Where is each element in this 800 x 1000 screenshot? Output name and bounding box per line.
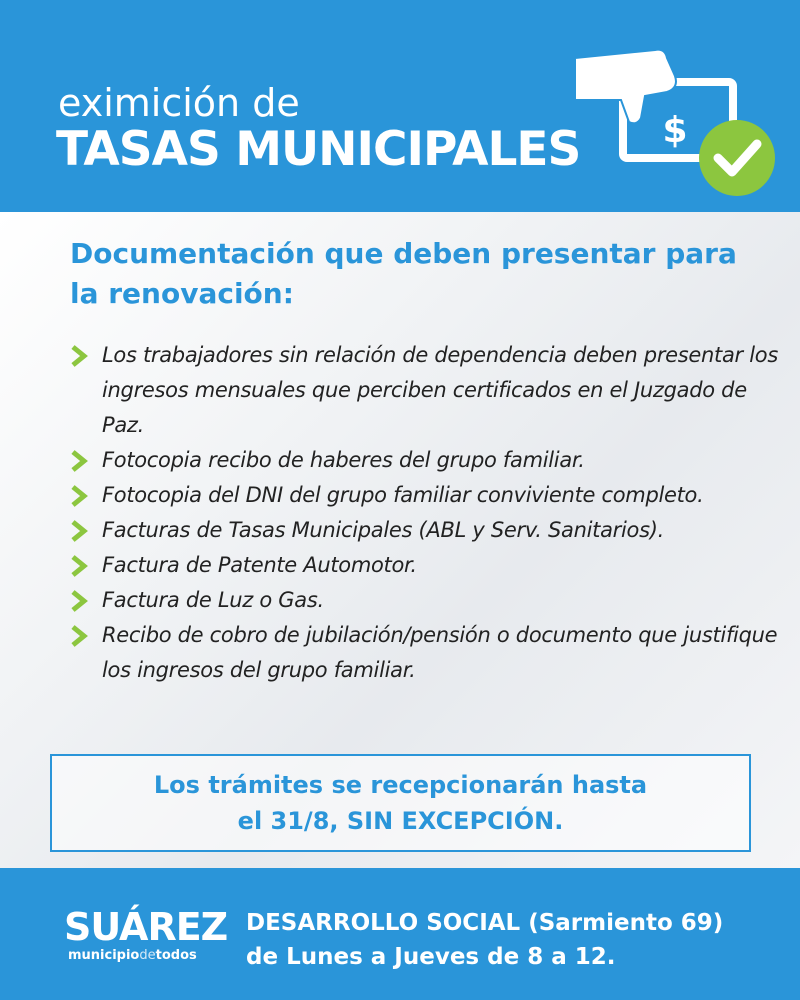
logo-tagline-b: de bbox=[139, 948, 156, 963]
list-item bbox=[70, 513, 790, 548]
logo-tagline bbox=[68, 948, 197, 964]
title-big: TASAS MUNICIPALES bbox=[56, 122, 581, 177]
list-item bbox=[70, 338, 790, 443]
logo-tagline-a: municipio bbox=[68, 948, 140, 963]
logo-tagline-c: todos bbox=[155, 948, 197, 963]
notice-line-1: Los trámites se recepcionarán hasta bbox=[153, 771, 648, 799]
list-item-text: Factura de Luz o Gas. bbox=[102, 588, 324, 612]
chevron-right-icon bbox=[70, 345, 88, 367]
footer-info bbox=[246, 906, 786, 974]
section-title: Documentación que deben presentar para la renovación: bbox=[70, 237, 737, 310]
list-item-text: Fotocopia recibo de haberes del grupo familiar. bbox=[102, 448, 585, 472]
list-item bbox=[70, 583, 790, 618]
list-item bbox=[70, 618, 790, 688]
chevron-right-icon bbox=[70, 555, 88, 577]
svg-text:$: $ bbox=[662, 110, 688, 151]
municipality-logo: SUÁREZ bbox=[64, 905, 228, 949]
list-item-text: Recibo de cobro de jubilación/pensión o documento que justifique los ingresos del grupo familiar. bbox=[102, 623, 778, 682]
title-small: eximición de bbox=[58, 81, 300, 125]
notice-text bbox=[154, 767, 647, 839]
chevron-right-icon bbox=[70, 520, 88, 542]
footer-info-line-2: de Lunes a Jueves de 8 a 12. bbox=[246, 944, 616, 970]
list-item-text: Facturas de Tasas Municipales (ABL y Serv. Sanitarios). bbox=[102, 518, 664, 542]
chevron-right-icon bbox=[70, 450, 88, 472]
list-item-text: Fotocopia del DNI del grupo familiar conviviente completo. bbox=[102, 483, 704, 507]
requirements-list bbox=[70, 338, 790, 688]
footer-info-line-1: DESARROLLO SOCIAL (Sarmiento 69) bbox=[246, 910, 724, 936]
header-illustration bbox=[575, 30, 785, 205]
list-item bbox=[70, 443, 790, 478]
chevron-right-icon bbox=[70, 625, 88, 647]
chevron-right-icon bbox=[70, 590, 88, 612]
notice-line-2: el 31/8, SIN EXCEPCIÓN. bbox=[237, 807, 564, 835]
chevron-right-icon bbox=[70, 485, 88, 507]
deadline-notice bbox=[50, 754, 751, 852]
list-item-text: Factura de Patente Automotor. bbox=[102, 553, 417, 577]
list-item bbox=[70, 478, 790, 513]
list-item bbox=[70, 548, 790, 583]
check-circle-icon bbox=[699, 120, 775, 196]
list-item-text: Los trabajadores sin relación de dependencia deben presentar los ingresos mensuales que perciben certificados en el Juzgado de Paz. bbox=[102, 343, 778, 437]
